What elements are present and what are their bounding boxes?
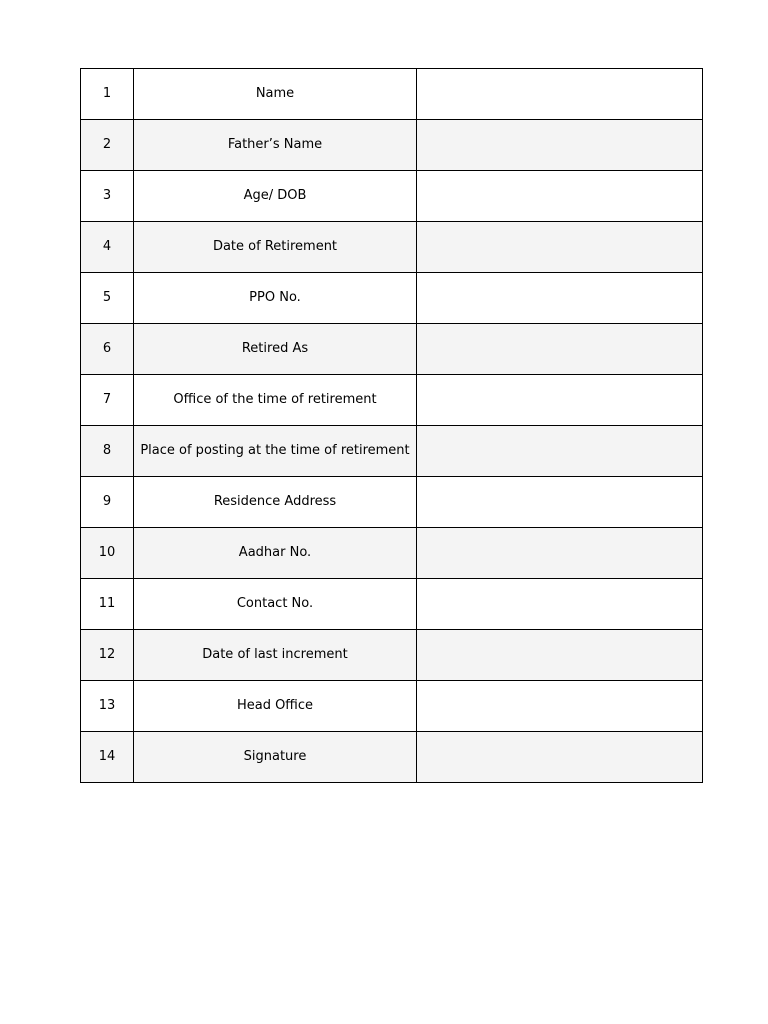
field-value-retired-as [417, 324, 703, 375]
table-row [81, 375, 703, 426]
field-value-head-office [417, 681, 703, 732]
field-value-contact-no [417, 579, 703, 630]
table-row [81, 324, 703, 375]
field-value-ppo-no [417, 273, 703, 324]
field-label-contact-no: Contact No. [134, 579, 417, 630]
field-label-age-dob: Age/ DOB [134, 171, 417, 222]
field-value-aadhar-no [417, 528, 703, 579]
field-label-date-of-retirement: Date of Retirement [134, 222, 417, 273]
row-number: 12 [81, 630, 134, 681]
row-number: 10 [81, 528, 134, 579]
field-value-name [417, 69, 703, 120]
row-number: 13 [81, 681, 134, 732]
field-label-name: Name [134, 69, 417, 120]
row-number: 5 [81, 273, 134, 324]
field-value-fathers-name [417, 120, 703, 171]
row-number: 11 [81, 579, 134, 630]
field-label-office-at-retirement: Office of the time of retirement [134, 375, 417, 426]
field-value-office-at-retirement [417, 375, 703, 426]
table-row [81, 171, 703, 222]
table-row [81, 222, 703, 273]
field-label-date-of-last-increment: Date of last increment [134, 630, 417, 681]
form-table-body [81, 69, 703, 783]
field-value-signature [417, 732, 703, 783]
row-number: 1 [81, 69, 134, 120]
field-label-retired-as: Retired As [134, 324, 417, 375]
table-row [81, 528, 703, 579]
field-value-place-of-posting [417, 426, 703, 477]
field-label-head-office: Head Office [134, 681, 417, 732]
table-row [81, 426, 703, 477]
row-number: 14 [81, 732, 134, 783]
field-label-signature: Signature [134, 732, 417, 783]
pensioner-details-form-table [80, 68, 703, 783]
field-label-fathers-name: Father’s Name [134, 120, 417, 171]
table-row [81, 681, 703, 732]
row-number: 4 [81, 222, 134, 273]
field-value-age-dob [417, 171, 703, 222]
row-number: 8 [81, 426, 134, 477]
row-number: 2 [81, 120, 134, 171]
field-label-ppo-no: PPO No. [134, 273, 417, 324]
field-value-date-of-retirement [417, 222, 703, 273]
row-number: 9 [81, 477, 134, 528]
table-row [81, 579, 703, 630]
row-number: 7 [81, 375, 134, 426]
row-number: 6 [81, 324, 134, 375]
table-row [81, 69, 703, 120]
row-number: 3 [81, 171, 134, 222]
field-label-residence-address: Residence Address [134, 477, 417, 528]
table-row [81, 477, 703, 528]
field-value-date-of-last-increment [417, 630, 703, 681]
table-row [81, 732, 703, 783]
field-label-place-of-posting: Place of posting at the time of retirement [134, 426, 417, 477]
field-label-aadhar-no: Aadhar No. [134, 528, 417, 579]
field-value-residence-address [417, 477, 703, 528]
table-row [81, 630, 703, 681]
table-row [81, 120, 703, 171]
table-row [81, 273, 703, 324]
